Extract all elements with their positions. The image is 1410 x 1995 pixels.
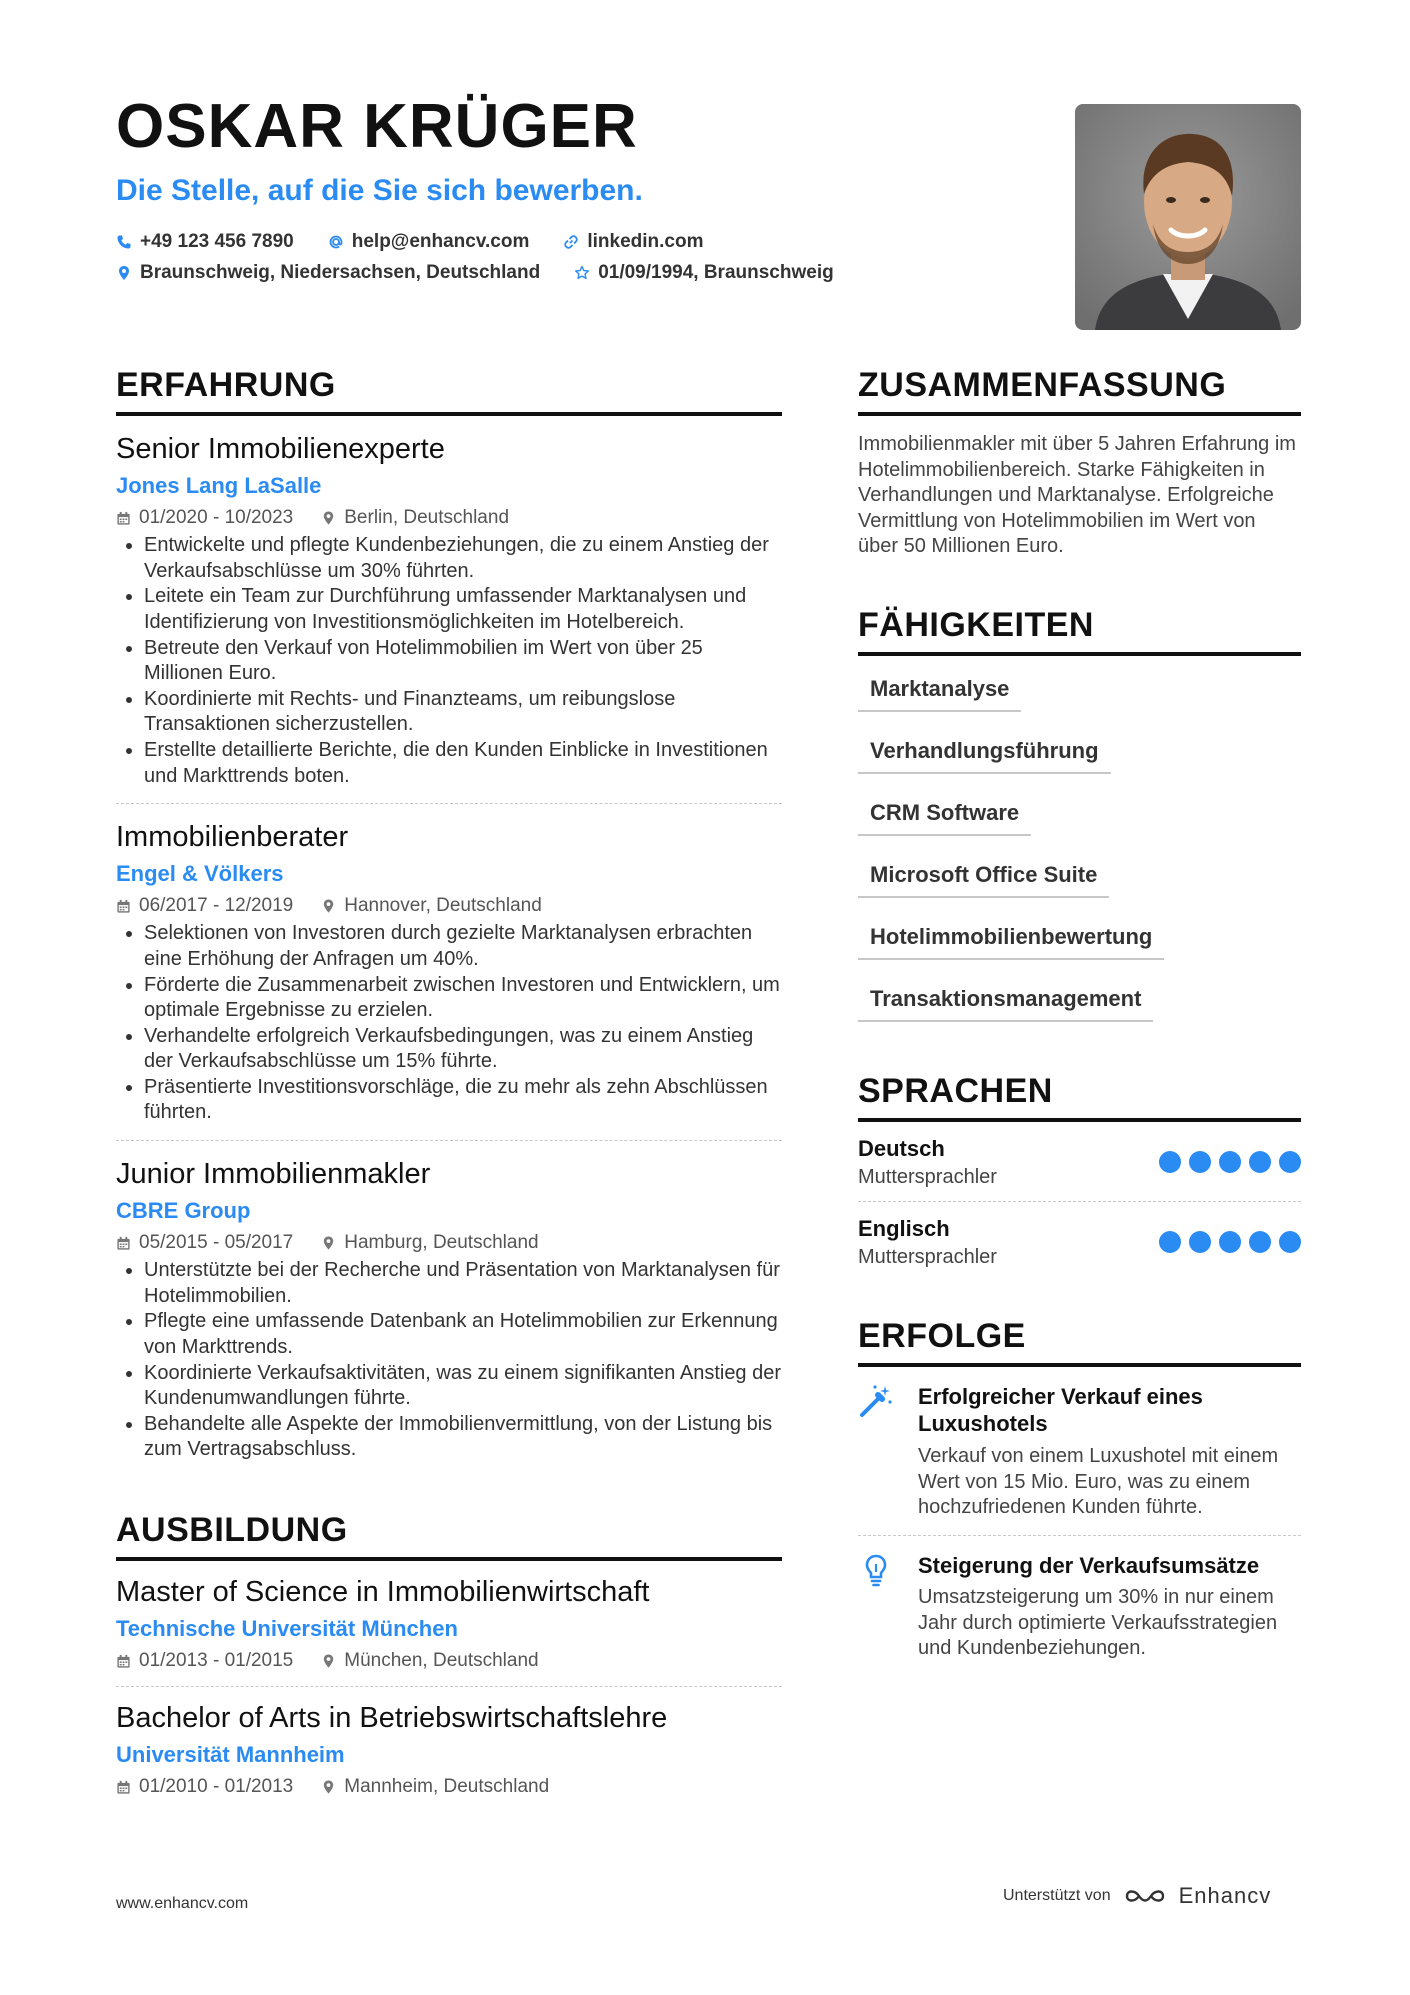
language-rating	[1159, 1151, 1301, 1173]
date-text: 06/2017 - 12/2019	[139, 895, 294, 917]
location-pin-icon	[321, 1235, 336, 1251]
bullet-item: • Pflegte eine umfassende Datenbank an Hotelimmobilien zur Erkennung von Markttrends.	[144, 1309, 782, 1360]
birth-text: 01/09/1994, Braunschweig	[598, 262, 834, 283]
location-text: Berlin, Deutschland	[344, 507, 510, 529]
education-list	[116, 1561, 782, 1798]
birth-item	[574, 262, 834, 284]
job-title: Junior Immobilienmakler	[116, 1158, 431, 1191]
meta-row	[116, 1650, 782, 1672]
profile-photo	[1075, 104, 1301, 330]
powered-by-text: Unterstützt von	[1003, 1887, 1111, 1904]
bullet-item: • Unterstützte bei der Recherche und Präsentation von Marktanalysen für Hotelimmobilien.	[144, 1258, 782, 1309]
achievement-body	[918, 1383, 1301, 1521]
bullet-item: • Leitete ein Team zur Durchführung umfassender Marktanalysen und Identifizierung von Investitionsmöglichkeiten im Hotelbereich.	[144, 584, 782, 635]
link-icon	[563, 234, 579, 250]
achievements-list	[858, 1367, 1301, 1662]
calendar-icon	[116, 1236, 131, 1251]
skill-tag: Hotelimmobilienbewertung	[858, 924, 1164, 960]
location-text: Braunschweig, Niedersachsen, Deutschland	[140, 262, 541, 283]
location-item	[321, 895, 542, 917]
language-info	[858, 1216, 997, 1269]
email-text: help@enhancv.com	[351, 231, 530, 252]
education-heading: AUSBILDUNG	[116, 1513, 782, 1561]
rating-dot	[1189, 1231, 1211, 1253]
job-entry	[116, 1140, 782, 1463]
rating-dot	[1159, 1151, 1181, 1173]
location-text: München, Deutschland	[344, 1650, 539, 1672]
location-pin-icon	[321, 510, 336, 526]
language-name: Deutsch	[858, 1135, 945, 1161]
footer-branding	[1003, 1883, 1271, 1909]
bullet-item: • Verhandelte erfolgreich Verkaufsbedingungen, was zu einem Anstieg der Verkaufsabschlüsse um 15% führte.	[144, 1024, 782, 1075]
bullet-item: • Förderte die Zusammenarbeit zwischen Investoren und Entwicklern, um optimale Ergebnisse zu erzielen.	[144, 973, 782, 1024]
achievement-title: Steigerung der Verkaufsumsätze	[918, 1552, 1260, 1578]
language-level: Muttersprachler	[858, 1245, 997, 1268]
language-row	[858, 1122, 1301, 1201]
date-text: 05/2015 - 05/2017	[139, 1232, 294, 1254]
rating-dot	[1219, 1231, 1241, 1253]
target-role: Die Stelle, auf die Sie sich bewerben.	[116, 174, 643, 207]
calendar-icon	[116, 511, 131, 526]
location-pin-icon	[321, 1779, 336, 1795]
school-name: Universität Mannheim	[116, 1741, 345, 1767]
date-text: 01/2020 - 10/2023	[139, 507, 294, 529]
location-item	[321, 1232, 538, 1254]
footer-website[interactable]: www.enhancv.com	[116, 1895, 249, 1912]
company-name: CBRE Group	[116, 1197, 251, 1223]
calendar-icon	[116, 899, 131, 914]
bullet-item: • Entwickelte und pflegte Kundenbeziehungen, die zu einem Anstieg der Verkaufsabschlüsse um 30% führten.	[144, 533, 782, 584]
phone-text: +49 123 456 7890	[140, 231, 294, 252]
achievement-desc: Umsatzsteigerung um 30% in nur einem Jahr durch optimierte Verkaufsstrategien und Kundenbeziehungen.	[918, 1586, 1278, 1660]
rating-dot	[1249, 1231, 1271, 1253]
location-text: Mannheim, Deutschland	[344, 1776, 550, 1798]
languages-heading: SPRACHEN	[858, 1074, 1301, 1122]
email-item[interactable]	[328, 231, 530, 253]
linkedin-text: linkedin.com	[587, 231, 704, 252]
achievement-entry	[858, 1535, 1301, 1662]
date-item	[116, 507, 293, 529]
achievement-body	[918, 1552, 1301, 1662]
calendar-icon	[116, 1654, 131, 1669]
bullet-item: • Koordinierte Verkaufsaktivitäten, was zu einem signifikanten Anstieg der Kundenumwandlungen führte.	[144, 1361, 782, 1412]
candidate-name: OSKAR KRÜGER	[116, 92, 638, 161]
location-item	[321, 1776, 549, 1798]
star-icon	[574, 265, 590, 281]
skill-tag: Microsoft Office Suite	[858, 862, 1109, 898]
degree-title: Bachelor of Arts in Betriebswirtschaftslehre	[116, 1702, 668, 1735]
date-item	[116, 1650, 293, 1672]
meta-row	[116, 895, 782, 917]
achievements-heading: ERFOLGE	[858, 1319, 1301, 1367]
experience-heading: ERFAHRUNG	[116, 368, 782, 416]
rating-dot	[1279, 1151, 1301, 1173]
achievement-title: Erfolgreicher Verkauf eines Luxushotels	[918, 1383, 1203, 1437]
brand-name: Enhancv	[1178, 1883, 1272, 1908]
summary-text: Immobilienmakler mit über 5 Jahren Erfahrung im Hotelimmobilienbereich. Starke Fähigkeiten in Verhandlungen und Marktanalyse. Erfolgreiche Vermittlung von Hotelimmobilien im Wert von über 50 Millionen Euro.	[858, 433, 1296, 558]
lightbulb-icon	[858, 1552, 896, 1662]
skills-list	[858, 676, 1301, 1022]
contact-line-2	[116, 262, 834, 284]
date-item	[116, 895, 293, 917]
bullet-item: • Präsentierte Investitionsvorschläge, die zu mehr als zehn Abschlüssen führten.	[144, 1075, 782, 1126]
achievement-entry	[858, 1367, 1301, 1521]
skill-tag: Verhandlungsführung	[858, 738, 1111, 774]
skill-tag: CRM Software	[858, 800, 1031, 836]
linkedin-item[interactable]	[563, 231, 703, 253]
location-item	[321, 507, 509, 529]
magic-wand-icon	[858, 1383, 896, 1521]
skill-tag: Transaktionsmanagement	[858, 986, 1153, 1022]
school-name: Technische Universität München	[116, 1615, 458, 1641]
job-title: Senior Immobilienexperte	[116, 433, 445, 465]
bullet-item: • Selektionen von Investoren durch gezielte Marktanalysen erbrachten eine Erhöhung der Anfragen um 40%.	[144, 921, 782, 972]
language-info	[858, 1136, 997, 1189]
date-item	[116, 1776, 293, 1798]
language-rating	[1159, 1231, 1301, 1253]
location-text: Hamburg, Deutschland	[344, 1232, 539, 1254]
meta-row	[116, 1776, 782, 1798]
company-name: Jones Lang LaSalle	[116, 472, 322, 498]
enhancv-logo-icon	[1123, 1884, 1167, 1908]
job-entry	[116, 416, 782, 789]
bullet-item: • Erstellte detaillierte Berichte, die den Kunden Einblicke in Investitionen und Markttrends boten.	[144, 738, 782, 789]
location-item	[321, 1650, 538, 1672]
rating-dot	[1249, 1151, 1271, 1173]
date-text: 01/2010 - 01/2013	[139, 1776, 294, 1798]
job-title: Immobilienberater	[116, 821, 349, 854]
bullet-item: • Betreute den Verkauf von Hotelimmobilien im Wert von über 25 Millionen Euro.	[144, 636, 782, 687]
language-level: Muttersprachler	[858, 1165, 997, 1188]
summary-heading: ZUSAMMENFASSUNG	[858, 368, 1301, 416]
location-pin-icon	[321, 898, 336, 914]
job-bullets	[116, 533, 782, 789]
calendar-icon	[116, 1780, 131, 1795]
bullet-item: • Behandelte alle Aspekte der Immobilienvermittlung, von der Listung bis zum Vertragsabschluss.	[144, 1412, 782, 1463]
education-entry	[116, 1686, 782, 1798]
skill-tag: Marktanalyse	[858, 676, 1021, 712]
location-text: Hannover, Deutschland	[344, 895, 542, 917]
language-row	[858, 1201, 1301, 1281]
phone-item	[116, 231, 294, 253]
at-icon	[328, 234, 344, 250]
meta-row	[116, 507, 782, 529]
achievement-desc: Verkauf von einem Luxushotel mit einem Wert von 15 Mio. Euro, was zu einem hochzufriedenen Kunden führte.	[918, 1444, 1279, 1519]
phone-icon	[116, 234, 132, 250]
left-column	[116, 368, 782, 1798]
experience-list	[116, 416, 782, 1463]
education-entry	[116, 1561, 782, 1672]
location-pin-icon	[116, 265, 132, 281]
contact-line-1	[116, 231, 704, 253]
languages-list	[858, 1122, 1301, 1281]
degree-title: Master of Science in Immobilienwirtschaft	[116, 1576, 650, 1608]
rating-dot	[1189, 1151, 1211, 1173]
job-entry	[116, 803, 782, 1126]
job-bullets	[116, 921, 782, 1126]
bullet-item: • Koordinierte mit Rechts- und Finanzteams, um reibungslose Transaktionen sicherzustellen.	[144, 687, 782, 738]
job-bullets	[116, 1258, 782, 1463]
date-text: 01/2013 - 01/2015	[139, 1650, 294, 1672]
rating-dot	[1219, 1151, 1241, 1173]
right-column	[858, 368, 1301, 1662]
rating-dot	[1159, 1231, 1181, 1253]
language-name: Englisch	[858, 1215, 950, 1241]
company-name: Engel & Völkers	[116, 860, 284, 886]
date-item	[116, 1232, 293, 1254]
location-pin-icon	[321, 1653, 336, 1669]
skills-heading: FÄHIGKEITEN	[858, 608, 1301, 656]
location-item	[116, 262, 540, 284]
rating-dot	[1279, 1231, 1301, 1253]
meta-row	[116, 1232, 782, 1254]
